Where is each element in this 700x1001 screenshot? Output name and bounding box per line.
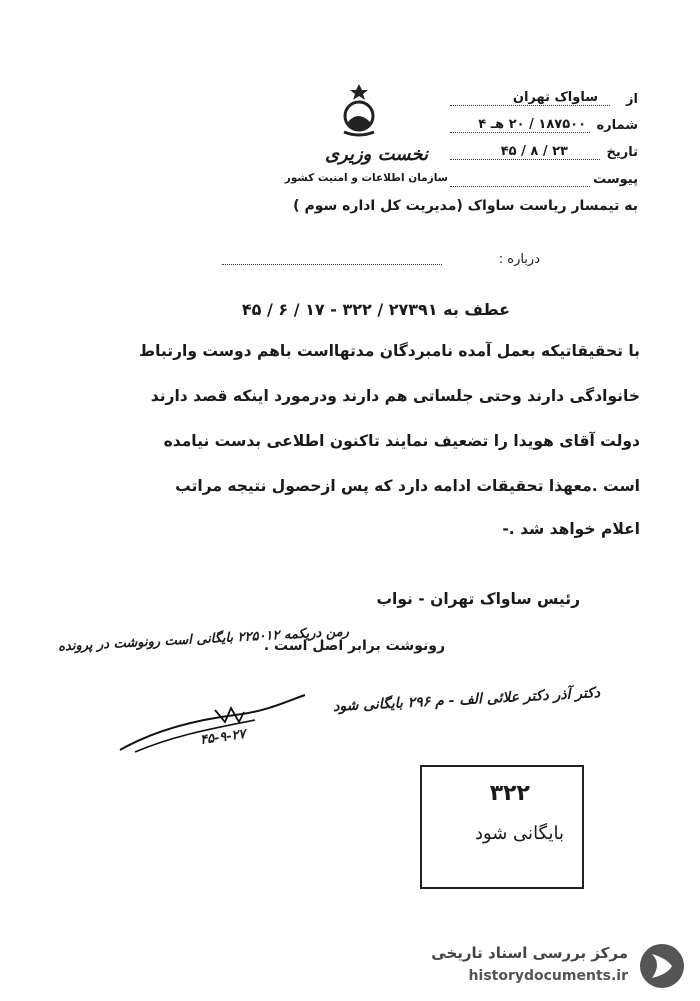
body-line-1: با تحقیقاتیکه بعمل آمده نامبردگان مدتهااست باهم دوست وارتباط xyxy=(139,342,640,360)
handwritten-note-2: دکتر آذر دکتر علائی الف - م ۲۹۶ بایگانی شود xyxy=(332,685,601,715)
watermark-name: مرکز بررسی اسناد تاریخی xyxy=(431,944,628,962)
from-dots xyxy=(450,105,610,106)
number-label: شماره xyxy=(596,118,638,133)
handwritten-signature-icon xyxy=(115,690,315,760)
watermark-url: historydocuments.ir xyxy=(468,968,628,984)
body-line-2: خانوادگی دارند وحتی جلساتی هم دارند ودرمورد اینکه قصد دارند xyxy=(150,387,640,405)
archive-stamp xyxy=(420,765,584,889)
history-documents-logo-icon xyxy=(638,942,686,990)
date-value: ۴۵ / ۸ / ۲۳ xyxy=(500,144,568,159)
number-dots xyxy=(450,132,590,133)
ministry-title: نخست وزیری xyxy=(324,144,428,165)
subject-dots xyxy=(222,264,442,265)
watermark xyxy=(410,940,690,992)
date-label: تاریخ xyxy=(606,145,638,160)
attachment-dots xyxy=(450,186,590,187)
from-label: از xyxy=(626,92,638,107)
body-line-3: دولت آقای هویدا را تضعیف نمایند تاکنون اطلاعی بدست نیامده xyxy=(163,432,640,450)
signatory-title: رئیس ساواک تهران - نواب xyxy=(376,590,580,608)
signature-date: ۴۵-۹-۲۷ xyxy=(199,726,247,749)
organization-title: سازمان اطلاعات و امنیت کشور xyxy=(284,172,448,184)
letterhead-emblem xyxy=(284,82,448,202)
reference-line: عطف به ۲۷۳۹۱ / ۳۲۲ - ۱۷ / ۶ / ۴۵ xyxy=(241,300,510,319)
stamp-number: ۳۲۲ xyxy=(489,781,530,806)
body-line-4: است .معهذا تحقیقات ادامه دارد که پس ازحصول نتیجه مراتب xyxy=(175,477,640,495)
stamp-text: بایگانی شود xyxy=(474,823,564,844)
from-value: ساواک تهران xyxy=(512,90,598,105)
body-line-5: اعلام خواهد شد .- xyxy=(502,520,640,538)
number-value: ۱۸۷۵۰۰ / ۲۰ هـ ۴ xyxy=(478,117,586,132)
copy-note: رونوشت برابر اصل است . xyxy=(263,638,445,654)
handwritten-note-1: رمن دریکمه ۲۲۵۰۱۲ بایگانی است رونوشت در پرونده xyxy=(57,624,350,655)
subject-label: درباره : xyxy=(498,252,540,267)
attachment-label: پیوست xyxy=(593,172,638,187)
recipient-line: به تیمسار ریاست ساواک (مدیریت کل اداره سوم ) xyxy=(293,198,638,214)
lion-and-sun-emblem-icon xyxy=(336,82,382,138)
date-dots xyxy=(450,159,600,160)
